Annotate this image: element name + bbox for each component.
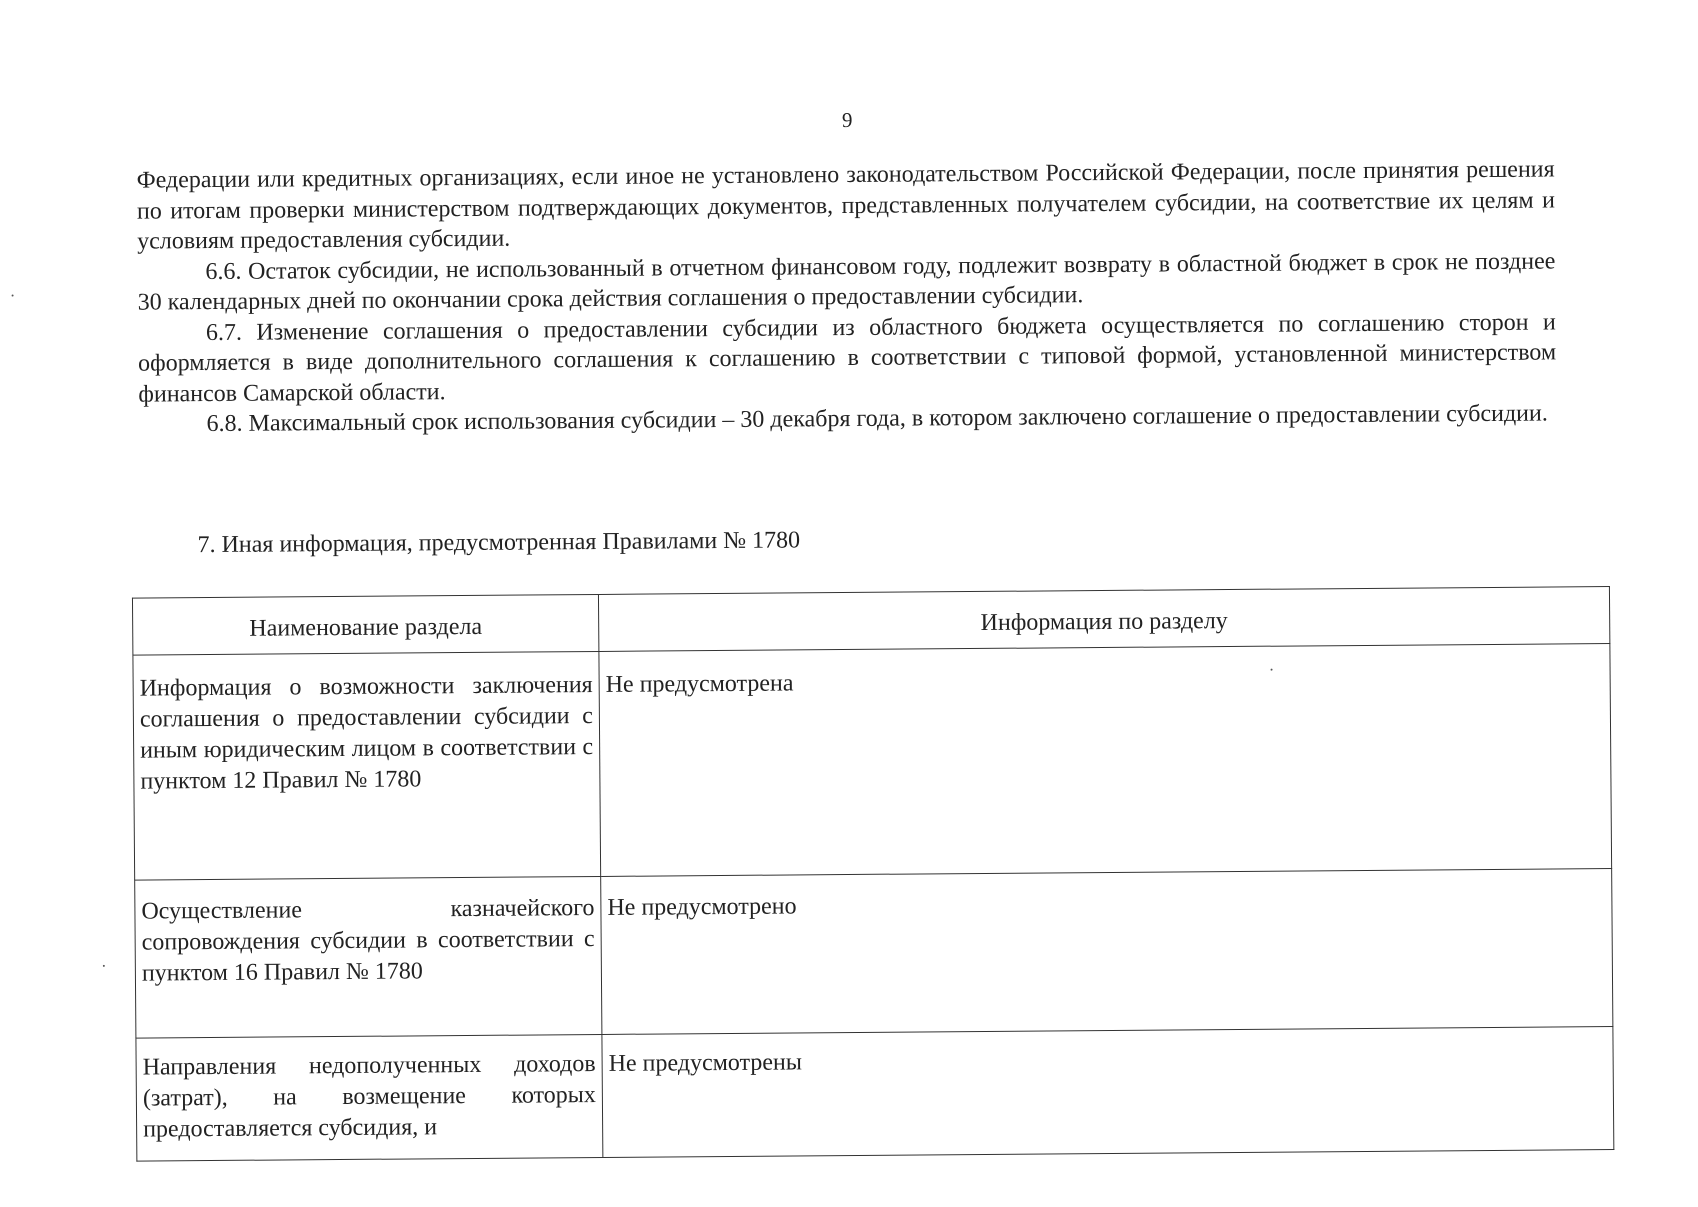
- scan-speck: [12, 295, 14, 297]
- row-name-cell: Направления недополученных доходов (затрат), на возмещение которых предоставляется субсидия, и: [136, 1034, 603, 1161]
- scan-speck: [1271, 669, 1273, 671]
- paragraph-6-6: 6.6. Остаток субсидии, не использованный в отчетном финансовом году, подлежит возврату в областной бюджет в срок не позднее 30 календарных дней по окончании срока действия соглашения о предоставлении субсидии.: [137, 247, 1556, 316]
- row-name-cell: Информация о возможности заключения соглашения о предоставлении субсидии с иным юридическим лицом в соответствии с пунктом 12 Правил № 1780: [133, 651, 601, 880]
- row-info-cell: Не предусмотрено: [601, 869, 1613, 1035]
- paragraph-6-8: 6.8. Максимальный срок использования субсидии – 30 декабря года, в котором заключено соглашение о предоставлении субсидии.: [206, 400, 1548, 438]
- header-section-info: Информация по разделу: [598, 587, 1609, 652]
- table-row: [133, 644, 1612, 881]
- page-number: 9: [841, 107, 853, 133]
- section-heading: 7. Иная информация, предусмотренная Правилами № 1780: [197, 527, 801, 559]
- scan-speck: [103, 965, 105, 967]
- row-info-cell: Не предусмотрены: [602, 1027, 1614, 1158]
- table-row: [136, 1027, 1614, 1162]
- paragraph-continuation: Федерации или кредитных организациях, если иное не установлено законодательством Российской Федерации, после принятия решения по итогам проверки министерством подтверждающих документов, представленных получателем субсидии, на соответствие их целям и условиям предоставления субсидии.: [136, 156, 1555, 255]
- document-body: [137, 154, 1557, 440]
- info-table: [132, 586, 1614, 1162]
- row-info-cell: Не предусмотрена: [599, 644, 1612, 877]
- header-section-name: Наименование раздела: [132, 594, 598, 655]
- table-row: [135, 869, 1613, 1039]
- row-name-cell: Осуществление казначейского сопровождения субсидии в соответствии с пунктом 16 Правил № 1780: [135, 876, 602, 1038]
- paragraph-6-7: 6.7. Изменение соглашения о предоставлении субсидии из областного бюджета осуществляется по соглашению сторон и оформляется в виде дополнительного соглашения к соглашению в соответствии с типовой формой, установленной министерством финансов Самарской области.: [138, 308, 1557, 408]
